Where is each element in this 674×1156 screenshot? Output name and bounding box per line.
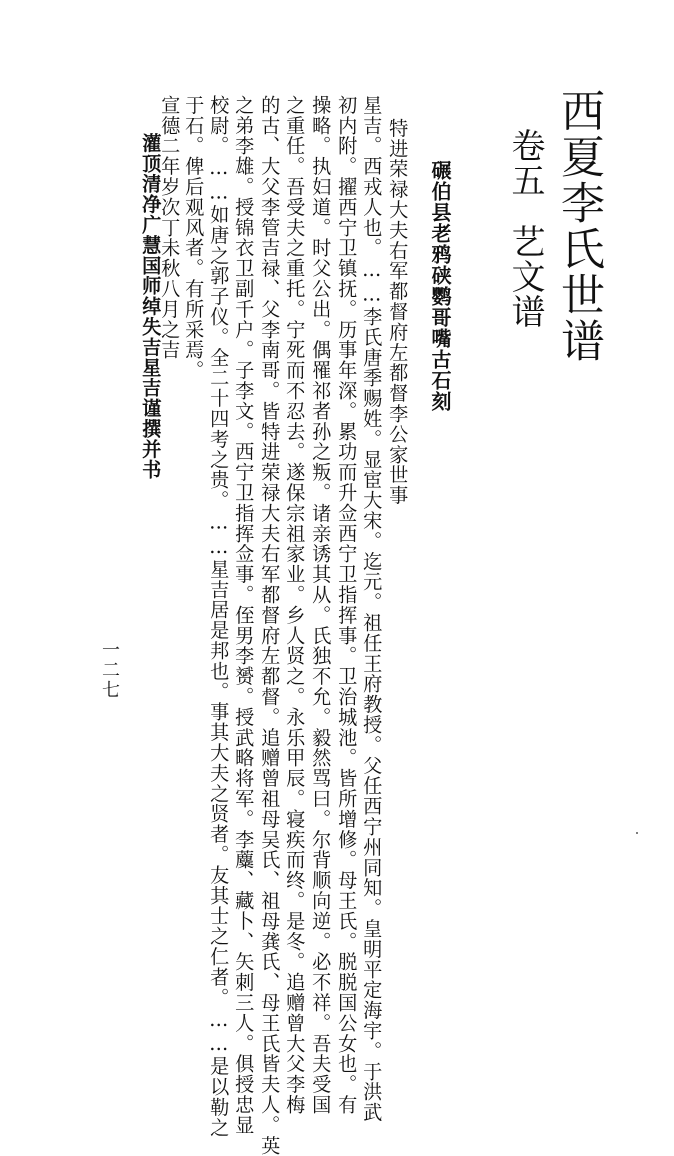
author-signature: 灌顶清净广慧国师绰失吉星吉谨撰并书 bbox=[139, 133, 163, 480]
page-number: 一二七 bbox=[99, 640, 120, 700]
body-line-6: 的古、大父李管吉禄、父李南哥。皆特进荣禄大夫右军都督府左都督。追赠曾祖母吴氏、祖母龚氏、母王氏皆夫人。英 bbox=[258, 95, 282, 1156]
body-line-5: 之重任。吾受夫之重托。宁死而不忍去。遂保宗祖家业。乡人贤之。永乐甲辰。寝疾而终。是冬。追赠曾大父李梅 bbox=[283, 95, 307, 1115]
inscription-title: 碾伯县老鸦硖鹦哥嘴古石刻 bbox=[428, 160, 452, 412]
body-line-2: 星吉。西戎人也。……李氏唐季赐姓。显宦大宋。迄元。祖任王府教授。父任西宁州同知。皇明平定海宇。于洪武 bbox=[360, 95, 384, 1123]
book-title: 西夏李氏世谱 bbox=[553, 88, 604, 364]
body-line-7: 之弟李雄。授锦衣卫副千户。子李文。西宁卫指挥佥事。侄男李赟。授武略将军。李蘪、藏卜、矢刺三人。俱授忠显 bbox=[232, 95, 256, 1136]
body-line-10: 宣德二年岁次丁未秋八月之吉 bbox=[158, 95, 182, 361]
body-line-8: 校尉。……如唐之郭子仪。全二十四考之贵。……星吉居是邦也。事其大夫之贤者。友其士之仁者。……是以勒之 bbox=[207, 95, 231, 1138]
body-line-4: 操略。执妇道。时父公出。偶罹祁者孙之叛。诸亲诱其从。氏独不允。毅然骂曰。尔背顺向逆。必不祥。吾夫受国 bbox=[309, 95, 333, 1115]
body-line-9: 于石。俾后观风者。有所采焉。 bbox=[182, 95, 206, 381]
scan-speck bbox=[636, 832, 638, 834]
chapter-heading bbox=[505, 128, 545, 329]
body-line-3: 初内附。擢西宁卫镇抚。历事年深。累功而升佥西宁卫指挥事。卫治城池。皆所增修。母王氏。脱脱国公女也。有 bbox=[335, 95, 359, 1115]
chapter-number: 卷五 bbox=[505, 128, 545, 198]
chapter-name: 艺文谱 bbox=[505, 224, 545, 329]
body-line-1: 特进荣禄大夫右军都督府左都督李公家世事 bbox=[386, 118, 410, 506]
